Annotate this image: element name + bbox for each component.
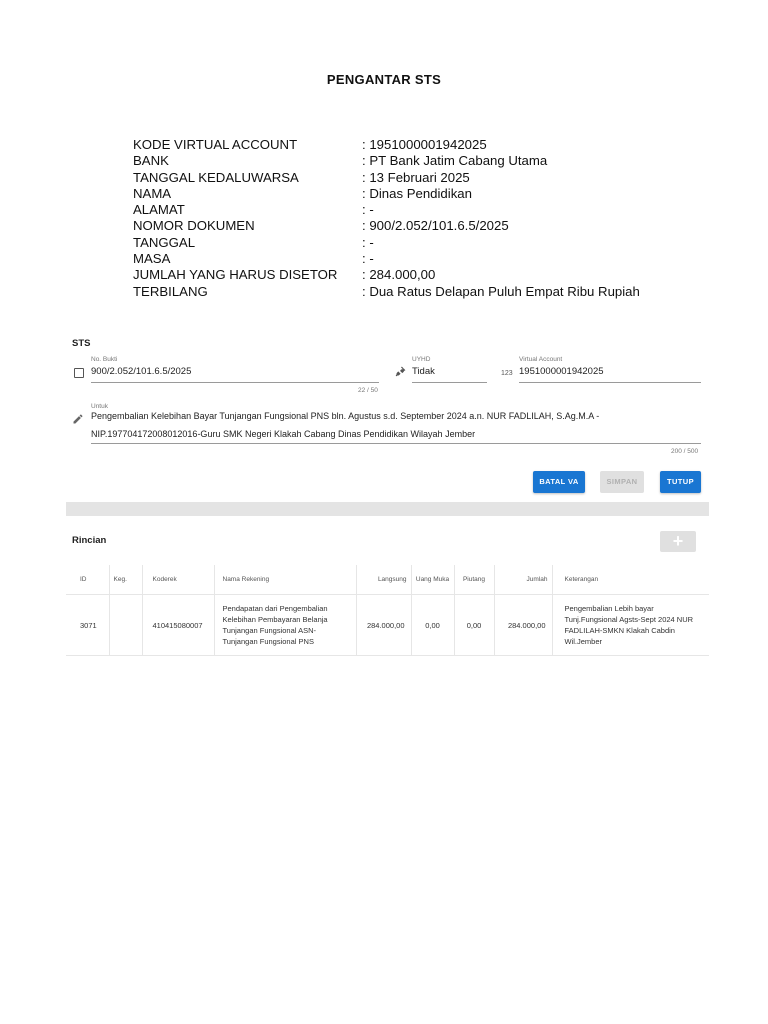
plug-icon <box>393 365 407 379</box>
no-bukti-field[interactable] <box>91 356 379 386</box>
cell-koderek: 410415080007 <box>142 595 214 656</box>
info-value: : 284.000,00 <box>362 267 436 283</box>
info-row-tanggal <box>133 235 640 251</box>
info-row-bank <box>133 153 640 169</box>
untuk-line-1[interactable]: Pengembalian Kelebihan Bayar Tunjangan Fungsional PNS bln. Agustus s.d. September 2024 a.n. NUR FADLILAH, S.Ag.M.A - <box>91 411 600 421</box>
untuk-textarea[interactable] <box>91 403 701 445</box>
col-header-uang-muka[interactable]: Uang Muka <box>411 565 454 595</box>
page-title: PENGANTAR STS <box>326 72 442 87</box>
info-label: TANGGAL KEDALUWARSA <box>133 169 299 185</box>
untuk-underline <box>91 443 701 444</box>
no-bukti-counter: 22 / 50 <box>358 387 378 394</box>
uyhd-underline <box>412 382 487 383</box>
cell-id: 3071 <box>66 595 109 656</box>
col-header-id[interactable]: ID <box>66 565 109 595</box>
col-header-jumlah[interactable]: Jumlah <box>494 565 552 595</box>
col-header-langsung[interactable]: Langsung <box>356 565 411 595</box>
info-value: : - <box>362 251 374 267</box>
simpan-button[interactable]: SIMPAN <box>600 471 644 493</box>
info-label: KODE VIRTUAL ACCOUNT <box>133 137 298 152</box>
uyhd-label: UYHD <box>412 356 431 363</box>
cell-nama-rekening: Pendapatan dari Pengembalian Kelebihan Pembayaran Belanja Tunjangan Fungsional ASN-Tunjangan Fungsional PNS <box>214 595 356 656</box>
cell-uang-muka: 0,00 <box>411 595 454 656</box>
info-row-kode-va <box>133 137 640 153</box>
virtual-account-value[interactable]: 1951000001942025 <box>519 366 604 377</box>
info-label: TERBILANG <box>133 283 208 299</box>
section-divider <box>66 502 709 516</box>
info-value: : - <box>362 202 374 218</box>
uyhd-value[interactable]: Tidak <box>412 366 435 377</box>
info-value: : 900/2.052/101.6.5/2025 <box>362 218 509 234</box>
info-label: BANK <box>133 153 169 169</box>
no-bukti-label: No. Bukti <box>91 356 118 363</box>
no-bukti-value[interactable]: 900/2.052/101.6.5/2025 <box>91 366 192 377</box>
add-row-button[interactable] <box>660 531 696 552</box>
info-value: : Dua Ratus Delapan Puluh Empat Ribu Rupiah <box>362 283 640 299</box>
info-label: MASA <box>133 251 171 267</box>
info-label: JUMLAH YANG HARUS DISETOR <box>133 267 338 283</box>
table-row[interactable] <box>66 595 709 656</box>
info-label: NAMA <box>133 185 172 201</box>
untuk-line-2[interactable]: NIP.197704172008012016-Guru SMK Negeri Klakah Cabang Dinas Pendidikan Wilayah Jember <box>91 429 476 439</box>
checkbox-icon[interactable] <box>74 368 84 378</box>
cell-piutang: 0,00 <box>454 595 494 656</box>
col-header-keterangan[interactable]: Keterangan <box>552 565 709 595</box>
info-row-tanggal-kedaluwarsa <box>133 170 640 186</box>
tutup-button[interactable]: TUTUP <box>660 471 701 493</box>
info-row-jumlah <box>133 267 640 283</box>
col-header-piutang[interactable]: Piutang <box>454 565 494 595</box>
pencil-icon <box>72 413 84 425</box>
plus-icon: + <box>672 531 684 551</box>
numeric-123-icon: 123 <box>501 370 513 377</box>
info-label: ALAMAT <box>133 202 185 218</box>
col-header-nama-rekening[interactable]: Nama Rekening <box>214 565 356 595</box>
cell-langsung: 284.000,00 <box>356 595 411 656</box>
info-label: TANGGAL <box>133 234 196 250</box>
info-row-terbilang <box>133 284 640 300</box>
info-label: NOMOR DOKUMEN <box>133 218 255 234</box>
uyhd-select[interactable] <box>412 356 487 386</box>
untuk-counter: 200 / 500 <box>671 448 699 455</box>
info-value: : 1951000001942025 <box>362 137 487 152</box>
batal-va-button[interactable]: BATAL VA <box>533 471 585 493</box>
info-row-masa <box>133 251 640 267</box>
cell-keg <box>109 595 142 656</box>
virtual-account-label: Virtual Account <box>519 356 563 363</box>
info-row-nama <box>133 186 640 202</box>
col-header-keg[interactable]: Keg. <box>109 565 142 595</box>
info-row-nomor-dokumen <box>133 218 640 234</box>
col-header-koderek[interactable]: Koderek <box>142 565 214 595</box>
info-row-alamat <box>133 202 640 218</box>
table-header-row <box>66 565 709 595</box>
virtual-account-underline <box>519 382 701 383</box>
sts-panel-title: STS <box>72 338 91 349</box>
rincian-table <box>66 565 709 656</box>
info-value: : 13 Februari 2025 <box>362 169 470 185</box>
cell-keterangan: Pengembalian Lebih bayar Tunj.Fungsional Agsts-Sept 2024 NUR FADLILAH-SMKN Klakah Cabdin Wil.Jember <box>552 595 709 656</box>
info-value: : PT Bank Jatim Cabang Utama <box>362 153 548 169</box>
info-value: : Dinas Pendidikan <box>362 185 472 201</box>
rincian-title: Rincian <box>72 535 107 546</box>
info-value: : - <box>362 234 374 250</box>
virtual-account-field[interactable] <box>519 356 701 386</box>
cell-jumlah: 284.000,00 <box>494 595 552 656</box>
no-bukti-underline <box>91 382 379 383</box>
info-block <box>133 137 640 300</box>
untuk-label: Untuk <box>91 403 108 410</box>
